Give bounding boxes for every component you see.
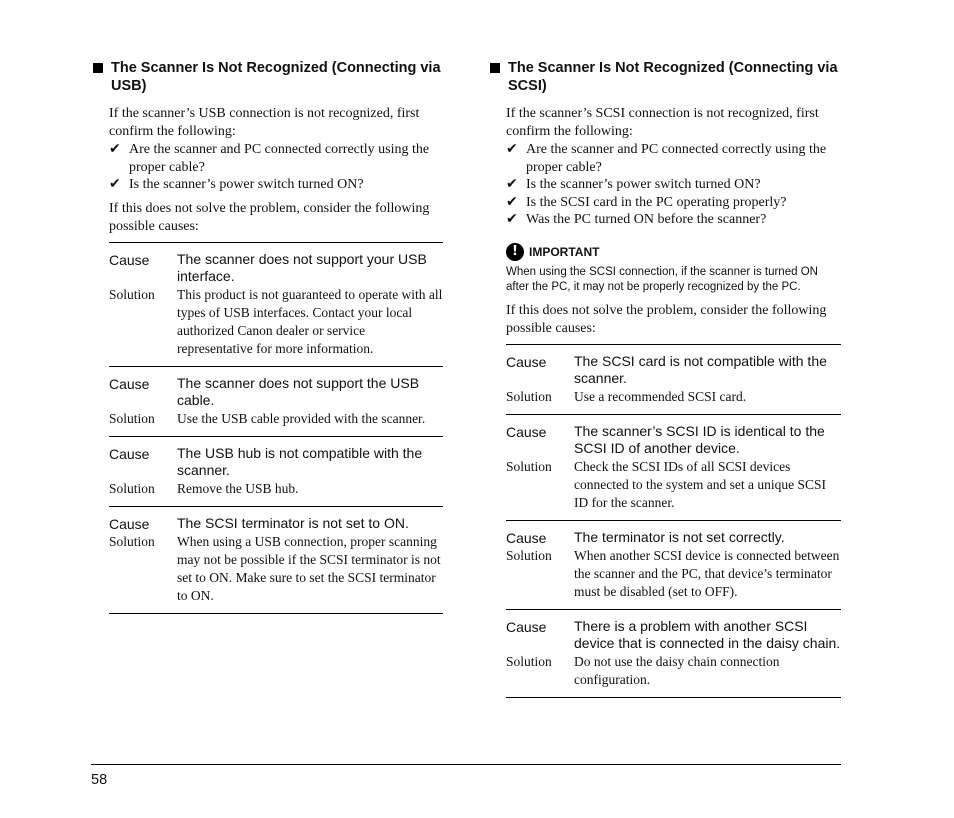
scsi-section-title: The Scanner Is Not Recognized (Connecting via SCSI): [508, 60, 838, 94]
page-number: 58: [91, 772, 108, 788]
solution-label: Solution: [109, 286, 155, 302]
cause-text: The SCSI terminator is not set to ON.: [177, 514, 409, 531]
cause-text: The USB hub is not compatible with the scanner.: [177, 444, 423, 478]
cause-row: [506, 520, 841, 609]
solution-text: When another SCSI device is connected between the scanner and the PC, that device’s terminator must be disabled (set to OFF).: [574, 547, 840, 599]
solution-label: Solution: [506, 388, 552, 404]
footer-divider: [91, 764, 841, 765]
checklist-item: ✔ Is the SCSI card in the PC operating properly?: [506, 193, 787, 210]
checkmark-icon: ✔: [109, 141, 121, 157]
scsi-section: [488, 59, 841, 698]
important-label: IMPORTANT: [529, 244, 600, 259]
cause-text: The scanner’s SCSI ID is identical to the SCSI ID of another device.: [574, 422, 825, 456]
checklist-item: ✔ Is the scanner’s power switch turned ON?: [109, 176, 364, 192]
cause-text: The SCSI card is not compatible with the scanner.: [574, 352, 827, 386]
cause-row: [506, 345, 841, 414]
usb-cause-table: [109, 242, 443, 614]
checkmark-icon: ✔: [109, 176, 121, 192]
usb-intro: If the scanner’s USB connection is not recognized, first confirm the following:: [109, 106, 420, 139]
checkmark-icon: ✔: [506, 193, 518, 210]
solution-text: Use the USB cable provided with the scanner.: [177, 410, 426, 426]
cause-label: Cause: [109, 445, 150, 462]
cause-label: Cause: [506, 618, 547, 635]
scsi-followup: If this does not solve the problem, consider the following possible causes:: [506, 302, 827, 336]
cause-text: The terminator is not set correctly.: [574, 528, 785, 545]
checklist-item: ✔ Was the PC turned ON before the scanner?: [506, 211, 767, 227]
solution-text: Use a recommended SCSI card.: [574, 388, 747, 404]
solution-text: This product is not guaranteed to operate with all types of USB interfaces. Contact your local authorized Canon dealer or service representative for more information.: [177, 286, 443, 356]
square-bullet-icon: [93, 63, 103, 73]
cause-row: [506, 414, 841, 520]
exclamation-icon: !: [506, 243, 524, 261]
cause-label: Cause: [109, 251, 150, 268]
scsi-section-heading: [488, 59, 841, 95]
cause-row: [109, 366, 443, 436]
important-note: [506, 243, 841, 296]
scsi-intro: If the scanner’s SCSI connection is not recognized, first confirm the following:: [506, 106, 819, 139]
cause-row: [506, 609, 841, 697]
checkmark-icon: ✔: [506, 211, 518, 227]
usb-section-title: The Scanner Is Not Recognized (Connecting via USB): [111, 60, 441, 94]
scsi-checklist: [506, 141, 841, 229]
cause-text: The scanner does not support your USB interface.: [177, 250, 427, 284]
cause-label: Cause: [109, 515, 150, 532]
solution-label: Solution: [506, 653, 552, 669]
usb-checklist: [109, 141, 443, 194]
cause-row: [109, 243, 443, 366]
usb-section-heading: [91, 59, 443, 95]
checklist-item: ✔ Are the scanner and PC connected correctly using the proper cable?: [109, 141, 430, 175]
solution-label: Solution: [506, 547, 552, 563]
cause-text: There is a problem with another SCSI device that is connected in the daisy chain.: [574, 617, 841, 651]
cause-label: Cause: [506, 353, 547, 370]
checkmark-icon: ✔: [506, 141, 518, 157]
checklist-item: ✔ Is the scanner’s power switch turned ON?: [506, 176, 761, 192]
checklist-item: ✔ Are the scanner and PC connected correctly using the proper cable?: [506, 141, 827, 175]
cause-label: Cause: [506, 529, 547, 546]
usb-section: [91, 59, 443, 614]
scsi-cause-table: [506, 344, 841, 698]
checkmark-icon: ✔: [506, 176, 518, 192]
cause-label: Cause: [109, 375, 150, 392]
solution-label: Solution: [109, 410, 155, 426]
solution-text: Do not use the daisy chain connection configuration.: [574, 653, 780, 687]
solution-label: Solution: [506, 458, 552, 474]
solution-text: Check the SCSI IDs of all SCSI devices connected to the system and set a unique SCSI ID for the scanner.: [574, 458, 826, 510]
cause-row: [109, 436, 443, 506]
solution-label: Solution: [109, 480, 155, 496]
solution-text: Remove the USB hub.: [177, 480, 299, 496]
solution-label: Solution: [109, 533, 155, 549]
cause-label: Cause: [506, 423, 547, 440]
solution-text: When using a USB connection, proper scanning may not be possible if the SCSI terminator is not set to ON. Make sure to set the SCSI terminator to ON.: [177, 533, 441, 603]
usb-followup: If this does not solve the problem, consider the following possible causes:: [109, 200, 430, 234]
cause-text: The scanner does not support the USB cable.: [177, 374, 420, 408]
cause-row: [109, 506, 443, 613]
square-bullet-icon: [490, 63, 500, 73]
important-text: When using the SCSI connection, if the scanner is turned ON after the PC, it may not be properly recognized by the PC.: [506, 265, 818, 293]
